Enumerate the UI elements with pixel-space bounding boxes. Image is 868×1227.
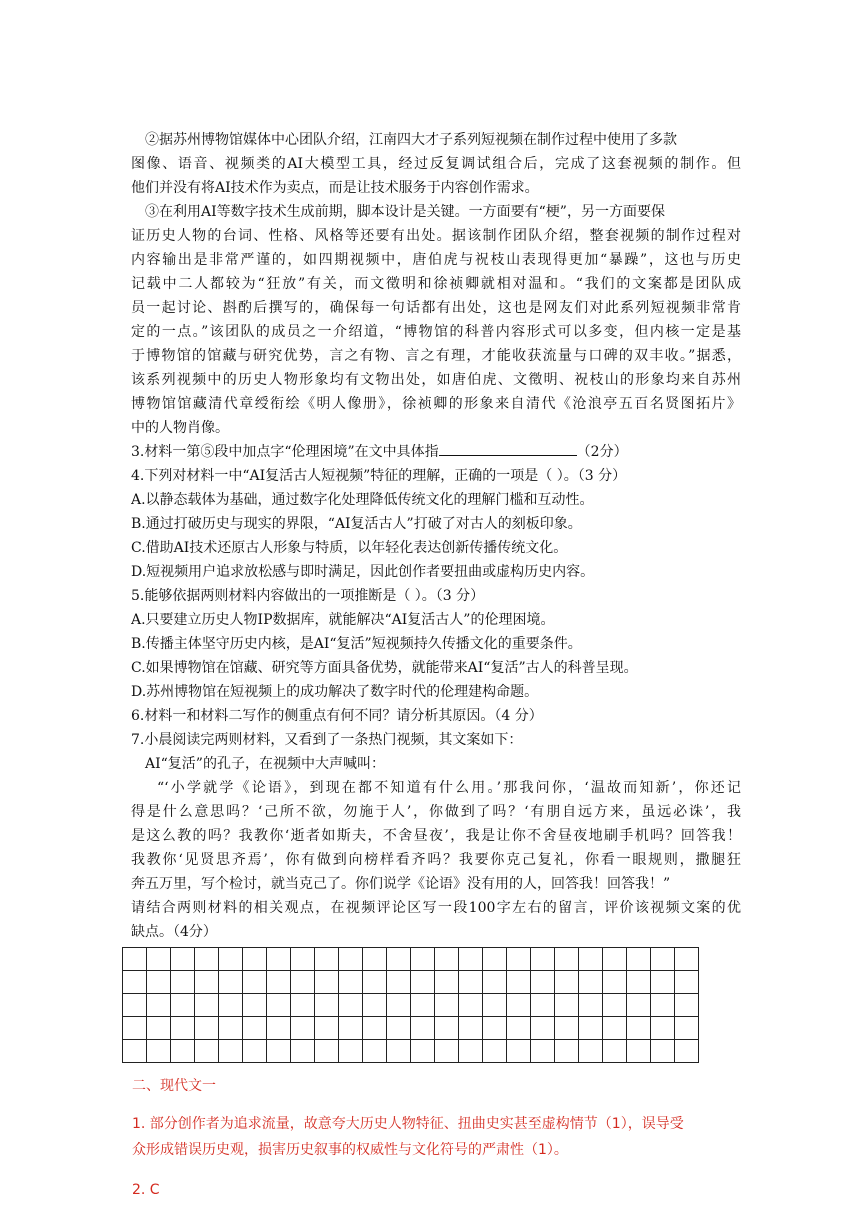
grid-cell[interactable] <box>267 1040 291 1063</box>
grid-cell[interactable] <box>507 971 531 994</box>
grid-cell[interactable] <box>435 948 459 971</box>
grid-cell[interactable] <box>363 994 387 1017</box>
grid-cell[interactable] <box>147 994 171 1017</box>
material-line: 博物馆馆藏清代章绶衔绘《明人像册》，徐祯卿的形象来自清代《沧浪亭五百名贤图拓片》 <box>131 396 741 412</box>
grid-cell[interactable] <box>483 994 507 1017</box>
grid-cell[interactable] <box>147 971 171 994</box>
grid-cell[interactable] <box>267 948 291 971</box>
grid-cell[interactable] <box>459 1017 483 1040</box>
quote-line: “‘小学就学《论语》，到现在都不知道有什么用。’那我问你，‘温故而知新’，你还记 <box>157 780 741 796</box>
material-line: 定的一点。”该团队的成员之一介绍道，“博物馆的科普内容形式可以多变，但内核一定是基 <box>131 324 741 340</box>
grid-cell[interactable] <box>627 948 651 971</box>
grid-cell[interactable] <box>579 994 603 1017</box>
grid-cell[interactable] <box>651 971 675 994</box>
grid-cell[interactable] <box>555 948 579 971</box>
grid-cell[interactable] <box>459 1040 483 1063</box>
grid-cell[interactable] <box>291 971 315 994</box>
grid-cell[interactable] <box>507 1040 531 1063</box>
grid-cell[interactable] <box>315 1017 339 1040</box>
grid-cell[interactable] <box>459 948 483 971</box>
grid-cell[interactable] <box>411 994 435 1017</box>
grid-cell[interactable] <box>243 1040 267 1063</box>
grid-cell[interactable] <box>579 1017 603 1040</box>
grid-row <box>123 994 699 1017</box>
grid-cell[interactable] <box>531 1017 555 1040</box>
grid-cell[interactable] <box>651 1040 675 1063</box>
grid-cell[interactable] <box>531 1040 555 1063</box>
answer-1-line: 众形成错误历史观，损害历史叙事的权威性与文化符号的严肃性（1）。 <box>132 1142 568 1158</box>
grid-cell[interactable] <box>171 1017 195 1040</box>
grid-row <box>123 948 699 971</box>
question-3-text: 3.材料一第⑤段中加点字“伦理困境”在文中具体指 <box>131 444 439 460</box>
grid-cell[interactable] <box>339 948 363 971</box>
grid-cell[interactable] <box>459 994 483 1017</box>
grid-cell[interactable] <box>531 948 555 971</box>
grid-cell[interactable] <box>315 994 339 1017</box>
material-line: 员一起讨论、斟酌后撰写的，确保每一句话都有出处，这也是网友们对此系列短视频非常肯 <box>131 300 741 316</box>
grid-cell[interactable] <box>555 1040 579 1063</box>
grid-cell[interactable] <box>147 1017 171 1040</box>
material-line: 他们并没有将AI技术作为卖点，而是让技术服务于内容创作需求。 <box>131 180 539 196</box>
answers-section-title: 二、现代文一 <box>132 1078 216 1094</box>
grid-cell[interactable] <box>603 1040 627 1063</box>
grid-cell[interactable] <box>483 1017 507 1040</box>
grid-cell[interactable] <box>507 948 531 971</box>
grid-row <box>123 1017 699 1040</box>
grid-cell[interactable] <box>171 948 195 971</box>
answer-blank[interactable] <box>439 440 577 456</box>
grid-cell[interactable] <box>195 1017 219 1040</box>
question-4-stem: 4.下列对材料一中“AI复活古人短视频”特征的理解，正确的一项是（ ）。（3 分） <box>131 468 627 484</box>
grid-cell[interactable] <box>531 994 555 1017</box>
grid-cell[interactable] <box>219 994 243 1017</box>
question-5-option-b: B.传播主体坚守历史内核，是AI“复活”短视频持久传播文化的重要条件。 <box>131 636 582 652</box>
grid-cell[interactable] <box>579 971 603 994</box>
answer-grid[interactable] <box>122 947 699 1063</box>
grid-cell[interactable] <box>627 971 651 994</box>
grid-cell[interactable] <box>507 994 531 1017</box>
material-line: 图像、语音、视频类的AI大模型工具，经过反复调试组合后，完成了这套视频的制作。但 <box>131 156 741 172</box>
question-7-intro: AI“复活”的孔子，在视频中大声喊叫： <box>145 756 385 772</box>
grid-cell[interactable] <box>291 948 315 971</box>
grid-cell[interactable] <box>387 994 411 1017</box>
grid-cell[interactable] <box>579 1040 603 1063</box>
grid-cell[interactable] <box>243 971 267 994</box>
question-7-task: 缺点。（4分） <box>131 924 217 940</box>
quote-line: 得是什么意思吗？‘己所不欲，勿施于人’，你做到了吗？‘有朋自远方来，虽远必诛’，我 <box>131 804 741 820</box>
grid-cell[interactable] <box>411 1040 435 1063</box>
grid-row <box>123 1040 699 1063</box>
grid-cell[interactable] <box>603 948 627 971</box>
grid-cell[interactable] <box>435 994 459 1017</box>
grid-cell[interactable] <box>315 1040 339 1063</box>
grid-cell[interactable] <box>435 971 459 994</box>
material-line: 于博物馆的馆藏与研究优势，言之有物、言之有理，才能收获流量与口碑的双丰收。”据悉， <box>131 348 741 364</box>
question-7-task: 请结合两则材料的相关观点，在视频评论区写一段100字左右的留言，评价该视频文案的优 <box>131 900 741 916</box>
grid-cell[interactable] <box>363 1040 387 1063</box>
answer-1-line: 1. 部分创作者为追求流量，故意夸大历史人物特征、扭曲史实甚至虚构情节（1），误导受 <box>132 1116 684 1132</box>
grid-cell[interactable] <box>339 994 363 1017</box>
material-line: 该系列视频中的历史人物形象均有文物出处，如唐伯虎、文徵明、祝枝山的形象均来自苏州 <box>131 372 741 388</box>
grid-cell[interactable] <box>291 1040 315 1063</box>
grid-cell[interactable] <box>531 971 555 994</box>
grid-cell[interactable] <box>627 994 651 1017</box>
grid-cell[interactable] <box>483 971 507 994</box>
quote-line: 我教你‘见贤思齐焉’，你有做到向榜样看齐吗？我要你克己复礼，你看一眼规则，撒腿狂 <box>131 852 741 868</box>
grid-cell[interactable] <box>243 994 267 1017</box>
grid-cell[interactable] <box>651 1017 675 1040</box>
grid-cell[interactable] <box>171 994 195 1017</box>
material-line: 中的人物肖像。 <box>131 420 229 436</box>
material-line: 记载中二人都较为“狂放”有关，而文徵明和徐祯卿就相对温和。“我们的文案都是团队成 <box>131 276 741 292</box>
grid-cell[interactable] <box>267 994 291 1017</box>
question-4-option-d: D.短视频用户追求放松感与即时满足，因此创作者要扭曲或虚构历史内容。 <box>131 564 595 580</box>
grid-cell[interactable] <box>243 1017 267 1040</box>
grid-cell[interactable] <box>219 1040 243 1063</box>
grid-cell[interactable] <box>435 1040 459 1063</box>
grid-cell[interactable] <box>123 1017 147 1040</box>
grid-cell[interactable] <box>651 948 675 971</box>
question-4-option-b: B.通过打破历史与现实的界限，“AI复活古人”打破了对古人的刻板印象。 <box>131 516 582 532</box>
answer-2: 2. C <box>132 1182 160 1198</box>
material-line: ③在利用AI等数字技术生成前期，脚本设计是关键。一方面要有“梗”，另一方面要保 <box>145 204 665 220</box>
quote-line: 是这么教的吗？我教你‘逝者如斯夫，不舍昼夜’，我是让你不舍昼夜地刷手机吗？回答我！ <box>131 828 741 844</box>
grid-cell[interactable] <box>387 1040 411 1063</box>
grid-cell[interactable] <box>603 994 627 1017</box>
grid-cell[interactable] <box>435 1017 459 1040</box>
grid-cell[interactable] <box>555 994 579 1017</box>
grid-cell[interactable] <box>219 948 243 971</box>
grid-cell[interactable] <box>123 948 147 971</box>
grid-cell[interactable] <box>171 971 195 994</box>
grid-cell[interactable] <box>603 1017 627 1040</box>
grid-cell[interactable] <box>411 971 435 994</box>
grid-cell[interactable] <box>387 971 411 994</box>
material-line: 证历史人物的台词、性格、风格等还要有出处。据该制作团队介绍，整套视频的制作过程对 <box>131 228 741 244</box>
grid-cell[interactable] <box>195 948 219 971</box>
question-4-option-a: A.以静态载体为基础，通过数字化处理降低传统文化的理解门槛和互动性。 <box>131 492 594 508</box>
question-6: 6.材料一和材料二写作的侧重点有何不同？请分析其原因。（4 分） <box>131 708 543 724</box>
grid-cell[interactable] <box>315 948 339 971</box>
grid-cell[interactable] <box>147 948 171 971</box>
grid-cell[interactable] <box>603 971 627 994</box>
grid-cell[interactable] <box>339 971 363 994</box>
grid-cell[interactable] <box>675 971 699 994</box>
grid-cell[interactable] <box>411 948 435 971</box>
grid-cell[interactable] <box>243 948 267 971</box>
grid-cell[interactable] <box>315 971 339 994</box>
grid-cell[interactable] <box>267 1017 291 1040</box>
grid-cell[interactable] <box>123 971 147 994</box>
quote-line: 奔五万里，写个检讨，就当克己了。你们说学《论语》没有用的人，回答我！回答我！” <box>131 876 671 892</box>
grid-cell[interactable] <box>459 971 483 994</box>
question-5-option-a: A.只要建立历史人物IP数据库，就能解决“AI复活古人”的伦理困境。 <box>131 612 555 628</box>
grid-cell[interactable] <box>219 1017 243 1040</box>
question-5-option-c: C.如果博物馆在馆藏、研究等方面具备优势，就能带来AI“复活”古人的科普呈现。 <box>131 660 638 676</box>
grid-cell[interactable] <box>219 971 243 994</box>
grid-cell[interactable] <box>555 971 579 994</box>
grid-cell[interactable] <box>411 1017 435 1040</box>
grid-cell[interactable] <box>483 1040 507 1063</box>
grid-cell[interactable] <box>147 1040 171 1063</box>
question-5-stem: 5.能够依据两则材料内容做出的一项推断是（ ）。（3 分） <box>131 588 485 604</box>
grid-cell[interactable] <box>675 1017 699 1040</box>
grid-cell[interactable] <box>675 948 699 971</box>
grid-cell[interactable] <box>627 1040 651 1063</box>
grid-cell[interactable] <box>195 971 219 994</box>
grid-cell[interactable] <box>363 971 387 994</box>
question-7-stem: 7.小晨阅读完两则材料，又看到了一条热门视频，其文案如下： <box>131 732 523 748</box>
grid-cell[interactable] <box>267 971 291 994</box>
grid-cell[interactable] <box>171 1040 195 1063</box>
question-5-option-d: D.苏州博物馆在短视频上的成功解决了数字时代的伦理建构命题。 <box>131 684 539 700</box>
material-line: 内容输出是非常严谨的，如四期视频中，唐伯虎与祝枝山表现得更加“暴躁”，这也与历史 <box>131 252 741 268</box>
grid-cell[interactable] <box>291 1017 315 1040</box>
grid-cell[interactable] <box>195 994 219 1017</box>
grid-cell[interactable] <box>387 1017 411 1040</box>
grid-cell[interactable] <box>123 1040 147 1063</box>
grid-cell[interactable] <box>483 948 507 971</box>
grid-cell[interactable] <box>363 948 387 971</box>
grid-cell[interactable] <box>387 948 411 971</box>
grid-cell[interactable] <box>555 1017 579 1040</box>
grid-cell[interactable] <box>675 994 699 1017</box>
grid-cell[interactable] <box>363 1017 387 1040</box>
grid-cell[interactable] <box>651 994 675 1017</box>
grid-row <box>123 971 699 994</box>
grid-cell[interactable] <box>339 1040 363 1063</box>
material-line: ②据苏州博物馆媒体中心团队介绍，江南四大才子系列短视频在制作过程中使用了多款 <box>145 132 677 148</box>
grid-cell[interactable] <box>579 948 603 971</box>
grid-cell[interactable] <box>195 1040 219 1063</box>
grid-cell[interactable] <box>507 1017 531 1040</box>
grid-cell[interactable] <box>339 1017 363 1040</box>
question-3 <box>131 440 741 464</box>
grid-cell[interactable] <box>627 1017 651 1040</box>
question-3-score: （2分） <box>576 444 628 460</box>
question-4-option-c: C.借助AI技术还原古人形象与特质，以年轻化表达创新传播传统文化。 <box>131 540 568 556</box>
grid-cell[interactable] <box>291 994 315 1017</box>
grid-cell[interactable] <box>675 1040 699 1063</box>
grid-cell[interactable] <box>123 994 147 1017</box>
